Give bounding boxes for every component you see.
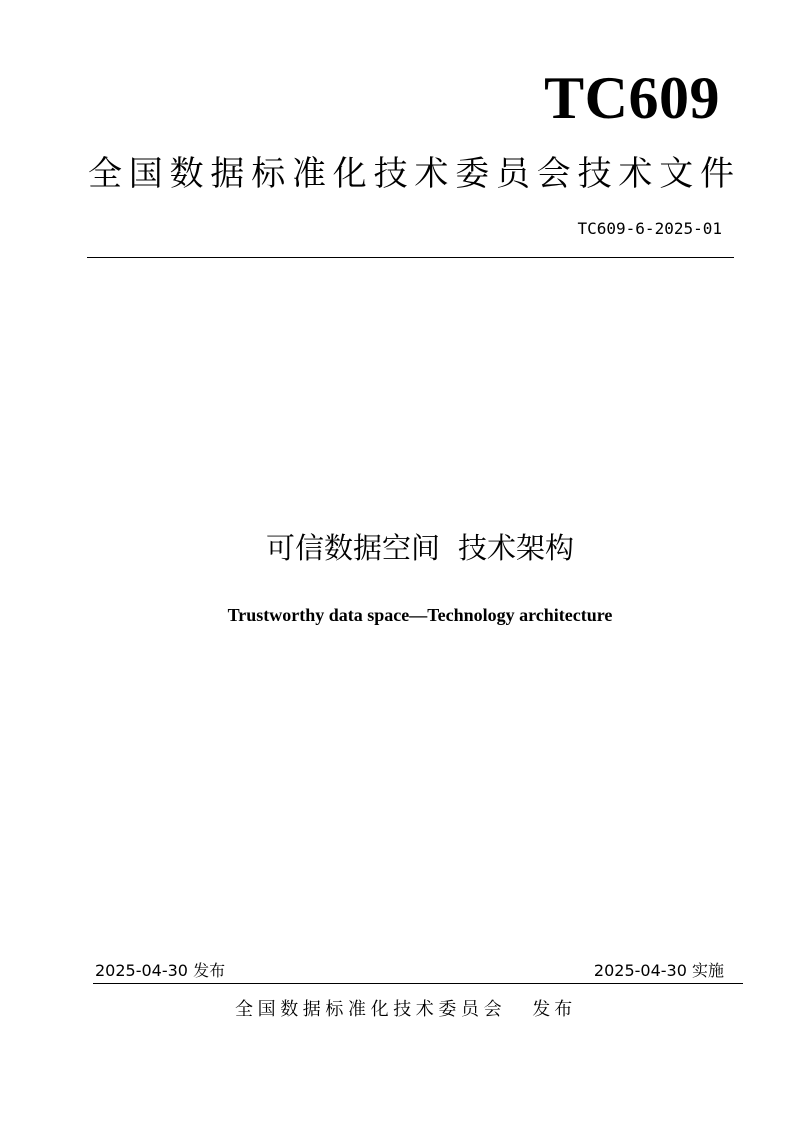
footer-divider — [93, 983, 743, 984]
issue-label: 发布 — [193, 961, 226, 980]
implementation-date-line — [594, 960, 724, 982]
chinese-title-part1: 可信数据空间 — [265, 531, 440, 565]
document-number: TC609-6-2025-01 — [577, 219, 722, 238]
publisher-line — [235, 997, 576, 1023]
implementation-label: 实施 — [691, 961, 724, 980]
committee-code: TC609 — [544, 65, 720, 131]
issue-date: 2025-04-30 — [95, 961, 188, 980]
chinese-title — [0, 528, 800, 568]
english-title: Trustworthy data space—Technology architecture — [227, 605, 613, 625]
header-divider — [87, 257, 734, 258]
publish-label: 发布 — [532, 999, 577, 1020]
document-type-title: 全国数据标准化技术委员会技术文件 — [88, 154, 734, 194]
issue-date-line — [95, 960, 225, 982]
chinese-title-part2: 技术架构 — [458, 531, 575, 565]
implementation-date: 2025-04-30 — [593, 961, 687, 980]
publisher-name: 全国数据标准化技术委员会 — [235, 999, 507, 1020]
